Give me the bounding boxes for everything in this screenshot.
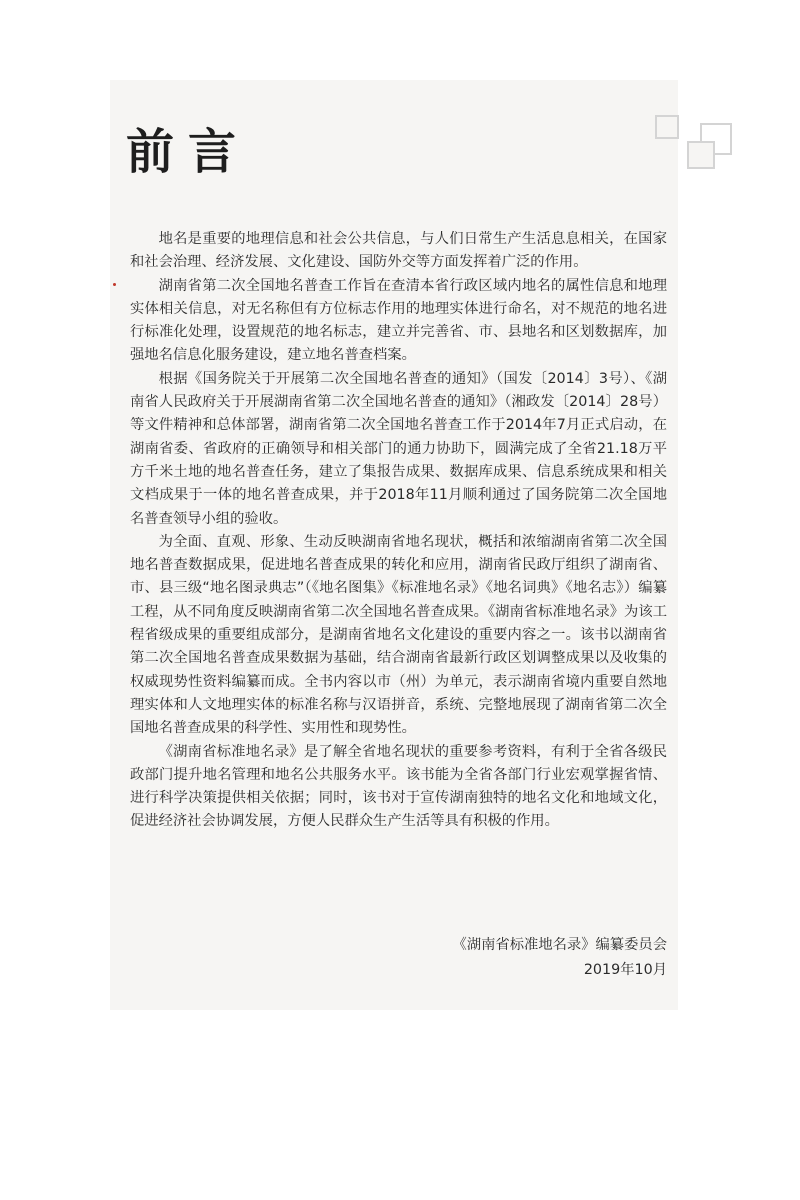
paragraph: 根据《国务院关于开展第二次全国地名普查的通知》（国发〔2014〕3号）、《湖南省人民政府关于开展湖南省第二次全国地名普查的通知》（湘政发〔2014〕28号）等文件精神和总体部署，湖南省第二次全国地名普查工作于2014年7月正式启动，在湖南省委、省政府的正确领导和相关部门的通力协助下，圆满完成了全省21.18万平方千米土地的地名普查任务，建立了集报告成果、数据库成果、信息系统成果和相关文档成果于一体的地名普查成果，并于2018年11月顺利通过了国务院第二次全国地名普查领导小组的验收。: [130, 370, 667, 527]
decorative-square-icon: [655, 115, 679, 139]
paragraph: 《湖南省标准地名录》是了解全省地名现状的重要参考资料，有利于全省各级民政部门提升地名管理和地名公共服务水平。该书能为全省各部门行业宏观掌握省情、进行科学决策提供相关依据；同时，该书对于宣传湖南独特的地名文化和地域文化，促进经济社会协调发展，方便人民群众生产生活等具有积极的作用。: [130, 743, 667, 830]
signature-block: [130, 933, 667, 983]
body-text: [130, 228, 667, 834]
signature-date: 2019年10月: [583, 962, 667, 978]
paragraph: 湖南省第二次全国地名普查工作旨在查清本省行政区域内地名的属性信息和地理实体相关信息，对无名称但有方位标志作用的地理实体进行命名，对不规范的地名进行标准化处理，设置规范的地名标志，建立并完善省、市、县地名和区划数据库，加强地名信息化服务建设，建立地名普查档案。: [130, 277, 667, 364]
paragraph: 地名是重要的地理信息和社会公共信息，与人们日常生产生活息息相关，在国家和社会治理、经济发展、文化建设、国防外交等方面发挥着广泛的作用。: [130, 231, 667, 271]
page-title: 前言: [126, 124, 251, 180]
signature-author: 《湖南省标准地名录》编纂委员会: [452, 937, 667, 953]
red-dot-mark: [113, 283, 116, 286]
paragraph: 为全面、直观、形象、生动反映湖南省地名现状，概括和浓缩湖南省第二次全国地名普查数据成果，促进地名普查成果的转化和应用，湖南省民政厅组织了湖南省、市、县三级“地名图录典志”（《地名图集》《标准地名录》《地名词典》《地名志》）编纂工程，从不同角度反映湖南省第二次全国地名普查成果。《湖南省标准地名录》为该工程省级成果的重要组成部分，是湖南省地名文化建设的重要内容之一。该书以湖南省第二次全国地名普查成果数据为基础，结合湖南省最新行政区划调整成果以及收集的权威现势性资料编纂而成。全书内容以市（州）为单元，表示湖南省境内重要自然地理实体和人文地理实体的标准名称与汉语拼音，系统、完整地展现了湖南省第二次全国地名普查成果的科学性、实用性和现势性。: [130, 533, 667, 737]
decorative-square-icon: [687, 141, 715, 169]
